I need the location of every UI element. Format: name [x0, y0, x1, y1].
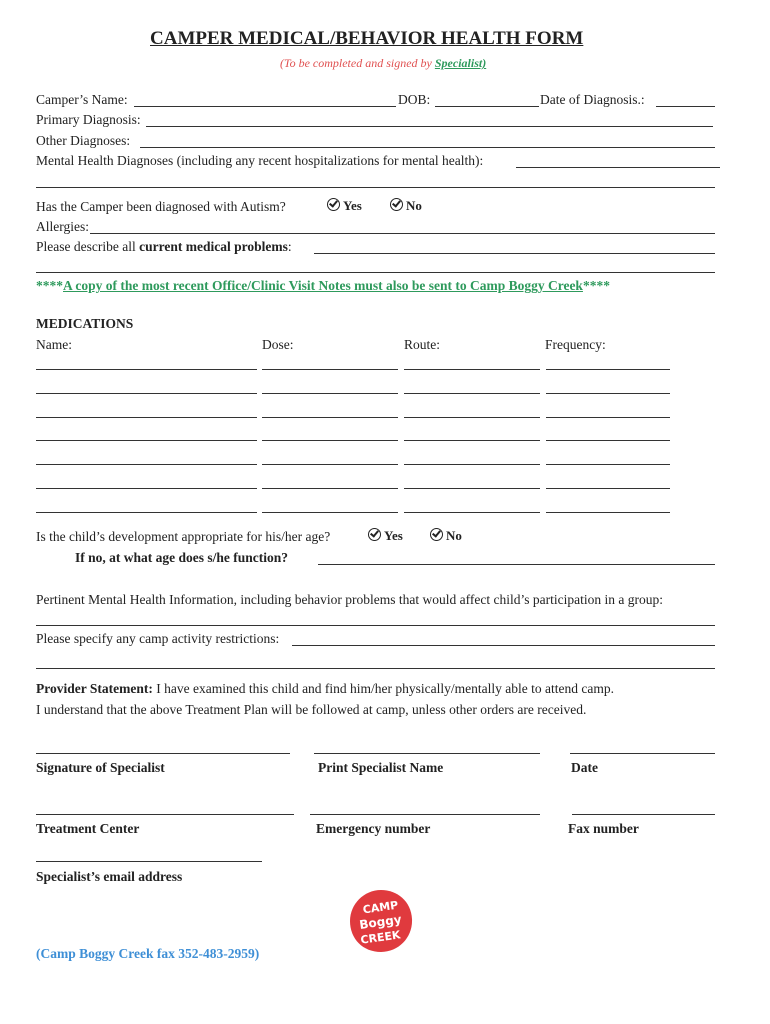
- primary-diagnosis-field[interactable]: [146, 126, 713, 127]
- development-followup: If no, at what age does s/he function?: [75, 550, 289, 565]
- treatment-center-label: Treatment Center: [36, 821, 140, 836]
- email-label: Specialist’s email address: [36, 869, 183, 884]
- med-dose-field[interactable]: [262, 464, 398, 465]
- treatment-center-field[interactable]: [36, 814, 294, 815]
- development-age-field[interactable]: [318, 564, 715, 565]
- autism-yes-label: Yes: [343, 198, 362, 213]
- development-no-option[interactable]: [430, 528, 462, 544]
- provider-statement-text: I have examined this child and find him/her physically/mentally able to attend camp.: [152, 681, 614, 696]
- medical-problems-bold: current medical problems: [139, 239, 288, 254]
- med-name-field[interactable]: [36, 488, 257, 489]
- med-dose-field[interactable]: [262, 440, 398, 441]
- allergies-field[interactable]: [90, 233, 715, 234]
- email-field[interactable]: [36, 861, 262, 862]
- subtitle-specialist: Specialist): [434, 56, 487, 70]
- fax-number-label: Fax number: [568, 821, 639, 836]
- checkmark-circle-icon: [430, 528, 443, 541]
- med-route-field[interactable]: [404, 393, 540, 394]
- med-frequency-field[interactable]: [546, 488, 670, 489]
- med-name-field[interactable]: [36, 512, 257, 513]
- restrictions-label: Please specify any camp activity restrictions:: [36, 631, 280, 646]
- medical-problems-label: [36, 239, 292, 255]
- medical-problems-prefix: Please describe all: [36, 239, 140, 254]
- campers-name-field[interactable]: [134, 106, 396, 107]
- pertinent-info-label: Pertinent Mental Health Information, including behavior problems that would affect child’s participation in a group:: [36, 592, 663, 607]
- camp-boggy-creek-logo: [347, 887, 415, 955]
- autism-no-option[interactable]: [390, 198, 422, 214]
- dob-label: DOB:: [398, 92, 431, 107]
- date-of-diagnosis-label: Date of Diagnosis.:: [540, 92, 645, 107]
- med-name-field[interactable]: [36, 417, 257, 418]
- provider-statement-bold: Provider Statement:: [36, 681, 153, 696]
- pertinent-info-field[interactable]: [36, 625, 715, 626]
- form-title: CAMPER MEDICAL/BEHAVIOR HEALTH FORM: [150, 28, 584, 49]
- med-dose-field[interactable]: [262, 417, 398, 418]
- mental-health-field-line2[interactable]: [36, 187, 715, 188]
- print-name-field[interactable]: [314, 753, 540, 754]
- dob-field[interactable]: [435, 106, 539, 107]
- development-question: Is the child’s development appropriate for his/her age?: [36, 529, 331, 544]
- provider-statement-line2: I understand that the above Treatment Plan will be followed at camp, unless other orders are received.: [36, 702, 587, 717]
- med-route-field[interactable]: [404, 417, 540, 418]
- logo-graphic: [347, 887, 415, 955]
- med-col-frequency: Frequency:: [545, 337, 606, 352]
- medical-problems-field-line2[interactable]: [36, 272, 715, 273]
- mental-health-label: Mental Health Diagnoses (including any recent hospitalizations for mental health):: [36, 153, 484, 168]
- med-frequency-field[interactable]: [546, 369, 670, 370]
- campers-name-label: Camper’s Name:: [36, 92, 128, 107]
- form-subtitle: [280, 56, 486, 71]
- development-yes-label: Yes: [384, 528, 403, 543]
- medications-heading: MEDICATIONS: [36, 316, 134, 331]
- fax-number-field[interactable]: [572, 814, 715, 815]
- checkmark-circle-icon: [368, 528, 381, 541]
- med-frequency-field[interactable]: [546, 464, 670, 465]
- med-dose-field[interactable]: [262, 369, 398, 370]
- med-col-name: Name:: [36, 337, 72, 352]
- visit-notes-notice: [36, 278, 610, 294]
- medical-problems-suffix: :: [287, 239, 292, 254]
- logo-text-boggy: Boggy: [358, 912, 403, 932]
- med-col-dose: Dose:: [262, 337, 294, 352]
- mental-health-field[interactable]: [516, 167, 720, 168]
- notice-text: A copy of the most recent Office/Clinic Visit Notes must also be sent to Camp Boggy Creek: [63, 278, 583, 293]
- date-of-diagnosis-field[interactable]: [656, 106, 715, 107]
- autism-no-label: No: [406, 198, 422, 213]
- provider-statement: [36, 681, 614, 697]
- checkmark-circle-icon: [390, 198, 403, 211]
- notice-stars-right: ****: [582, 278, 610, 293]
- emergency-number-label: Emergency number: [316, 821, 431, 836]
- notice-stars-left: ****: [36, 278, 63, 293]
- medical-problems-field[interactable]: [314, 253, 715, 254]
- signature-field[interactable]: [36, 753, 290, 754]
- restrictions-field[interactable]: [292, 645, 715, 646]
- other-diagnoses-label: Other Diagnoses:: [36, 133, 131, 148]
- logo-text-creek: CREEK: [359, 928, 402, 947]
- signature-label: Signature of Specialist: [36, 760, 165, 775]
- med-frequency-field[interactable]: [546, 512, 670, 513]
- med-name-field[interactable]: [36, 369, 257, 370]
- emergency-number-field[interactable]: [310, 814, 540, 815]
- print-name-label: Print Specialist Name: [318, 760, 444, 775]
- med-route-field[interactable]: [404, 369, 540, 370]
- subtitle-prefix: (To be completed and signed by: [280, 56, 435, 70]
- med-frequency-field[interactable]: [546, 417, 670, 418]
- date-label: Date: [571, 760, 598, 775]
- restrictions-field-line2[interactable]: [36, 668, 715, 669]
- logo-text-camp: CAMP: [361, 898, 400, 917]
- med-route-field[interactable]: [404, 512, 540, 513]
- footer-fax: (Camp Boggy Creek fax 352-483-2959): [36, 946, 260, 961]
- med-dose-field[interactable]: [262, 488, 398, 489]
- med-dose-field[interactable]: [262, 393, 398, 394]
- med-col-route: Route:: [404, 337, 440, 352]
- med-dose-field[interactable]: [262, 512, 398, 513]
- med-frequency-field[interactable]: [546, 440, 670, 441]
- med-frequency-field[interactable]: [546, 393, 670, 394]
- primary-diagnosis-label: Primary Diagnosis:: [36, 112, 141, 127]
- autism-question: Has the Camper been diagnosed with Autism?: [36, 199, 286, 214]
- date-field[interactable]: [570, 753, 715, 754]
- checkmark-circle-icon: [327, 198, 340, 211]
- development-no-label: No: [446, 528, 462, 543]
- allergies-label: Allergies:: [36, 219, 89, 234]
- autism-yes-option[interactable]: [327, 198, 362, 214]
- development-yes-option[interactable]: [368, 528, 403, 544]
- med-route-field[interactable]: [404, 464, 540, 465]
- med-route-field[interactable]: [404, 488, 540, 489]
- med-route-field[interactable]: [404, 440, 540, 441]
- med-name-field[interactable]: [36, 393, 257, 394]
- med-name-field[interactable]: [36, 464, 257, 465]
- med-name-field[interactable]: [36, 440, 257, 441]
- other-diagnoses-field[interactable]: [140, 147, 715, 148]
